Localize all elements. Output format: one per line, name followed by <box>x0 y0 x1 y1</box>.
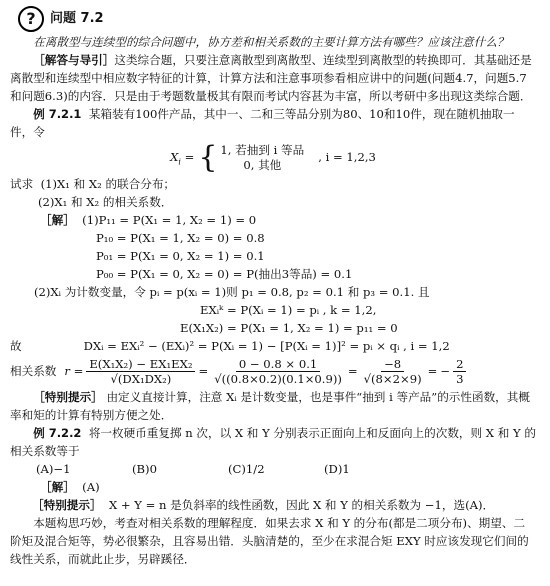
solution-step-1: (1)P₁₁ = P(X₁ = 1, X₂ = 1) = 0 <box>82 213 257 228</box>
solution-label: ［解］ <box>40 213 75 228</box>
options-row <box>10 461 536 479</box>
example-2-statement <box>10 425 536 461</box>
example-1-text: 某箱装有100件产品，其中一、二和三等品分别为80、10和10件，现在随机抽取一件，令 <box>10 106 515 139</box>
def-range: , i = 1,2,3 <box>318 150 376 165</box>
solution-1-line-1 <box>10 212 536 230</box>
example-1-label: 例 7.2.1 <box>33 106 82 121</box>
solution-2-answer: (A) <box>82 479 100 494</box>
correlation-lhs: r = <box>64 364 84 379</box>
answer-guide <box>10 52 536 106</box>
brace-symbol: { <box>198 140 218 176</box>
tip-2 <box>10 497 536 515</box>
ask-label: 试求 <box>10 177 34 192</box>
problem-header <box>18 6 536 32</box>
solution-step-6: EXᵢᵏ = P(Xᵢ = 1) = pᵢ , k = 1,2, <box>200 302 377 317</box>
tip-2-text: X + Y = n 是负斜率的线性函数，因此 X 和 Y 的相关系数为 −1，选(A)． <box>108 497 495 512</box>
def-case-2: 0, 其他 <box>243 158 282 173</box>
solution-2 <box>10 479 536 497</box>
option-c: (C)1/2 <box>228 461 265 476</box>
solution-step-2: P₁₀ = P(X₁ = 1, X₂ = 0) = 0.8 <box>96 231 265 245</box>
solution-step-8-row <box>10 338 536 356</box>
ask-1: (1)X₁ 和 X₂ 的联合分布； <box>40 177 176 192</box>
answer-guide-text: 这类综合题，只要注意离散型到离散型、连续型到离散型的转换即可．其基础还是离散型和连续型中相应数字特征的计算，计算方法和注意事项参看相应讲中的问题(问题4.7，问题5.7和问题6.3)的内容．只是由于考题数量极其有限而考试内容甚为丰富，所以考研中多出现这类综合题． <box>10 52 532 103</box>
example-1-statement <box>10 106 536 142</box>
def-case-1: 1, 若抽到 i 等品 <box>220 142 305 157</box>
example-2-label: 例 7.2.2 <box>33 425 82 440</box>
ask-line-1 <box>10 176 536 194</box>
fraction-4: $\frac{2}{3}$ <box>453 357 466 388</box>
solution-step-8: DXᵢ = EXᵢ² − (EXᵢ)² = P(Xᵢ = 1) − [P(Xᵢ = 1)]² = pᵢ × qᵢ , i = 1,2 <box>83 338 450 353</box>
indicator-definition <box>10 140 536 176</box>
fraction-1: $\frac{\text{E(X₁X₂) − EX₁EX₂}}{\text{√(DX₁DX₂)}}$ <box>86 357 195 388</box>
option-b: (B)0 <box>132 461 157 476</box>
answer-guide-label: ［解答与导引］ <box>33 52 115 67</box>
def-lhs: $X_i$ = <box>170 149 195 166</box>
solution-2-label: ［解］ <box>40 479 75 494</box>
solution-step-4: P₀₀ = P(X₁ = 0, X₂ = 0) = P(抽出3等品) = 0.1 <box>96 266 353 281</box>
option-a: (A)−1 <box>36 461 71 476</box>
equals-3: = <box>427 364 438 379</box>
tip-1-label: ［特别提示］ <box>33 389 103 404</box>
therefore-word: 故 <box>10 338 22 353</box>
correlation-formula <box>10 357 536 388</box>
tip-2-label: ［特别提示］ <box>32 497 102 512</box>
equals-2: = <box>347 364 358 379</box>
option-d: (D)1 <box>324 461 350 476</box>
problem-title: 问题 7.2 <box>50 10 104 26</box>
tip-1 <box>10 389 536 425</box>
equals-1: = <box>198 364 209 379</box>
example-2-text: 将一枚硬币重复掷 n 次，以 X 和 Y 分别表示正面向上和反面向上的次数，则 X 和 Y 的相关系数等于 <box>10 425 536 458</box>
solution-step-7: E(X₁X₂) = P(X₁ = 1, X₂ = 1) = p₁₁ = 0 <box>180 320 398 335</box>
tip-1-text: 由定义直接计算，注意 Xᵢ 是计数变量，也是事件“抽到 i 等产品”的示性函数，其概率和矩的计算有特别方便之处． <box>10 389 530 422</box>
solution-step-5: (2)Xᵢ 为计数变量，令 pᵢ = p(xᵢ = 1)则 p₁ = 0.8, p₂ = 0.1 和 p₃ = 0.1. 且 <box>34 284 430 299</box>
solution-step-3: P₀₁ = P(X₁ = 0, X₂ = 1) = 0.1 <box>96 248 265 263</box>
correlation-label: 相关系数 <box>10 364 57 379</box>
question-text: 在离散型与连续型的综合问题中，协方差和相关系数的主要计算方法有哪些？应该注意什么？ <box>33 35 509 49</box>
fraction-3: $\frac{-8}{√(8\times 2\times 9)}$ <box>363 356 422 387</box>
tail-paragraph: 本题构思巧妙，考查对相关系数的理解程度．如果去求 X 和 Y 的分布(都是二项分布)、期望、二阶矩及混合矩等，势必很繁杂，且容易出错．头脑清楚的，至少在求混合矩 EXY 时应该发现它们间的线性关系，而就此止步，另辟蹊径． <box>10 515 529 566</box>
def-cases <box>220 143 304 174</box>
ask-2: (2)X₁ 和 X₂ 的相关系数． <box>38 195 173 210</box>
question-mark-icon: ? <box>18 6 44 32</box>
minus-sign: − <box>440 364 451 379</box>
fraction-2: $\frac{0 - 0.8 \times 0.1}{√((0.8\times 0.2)(0.1\times 0.9))}$ <box>214 356 342 387</box>
